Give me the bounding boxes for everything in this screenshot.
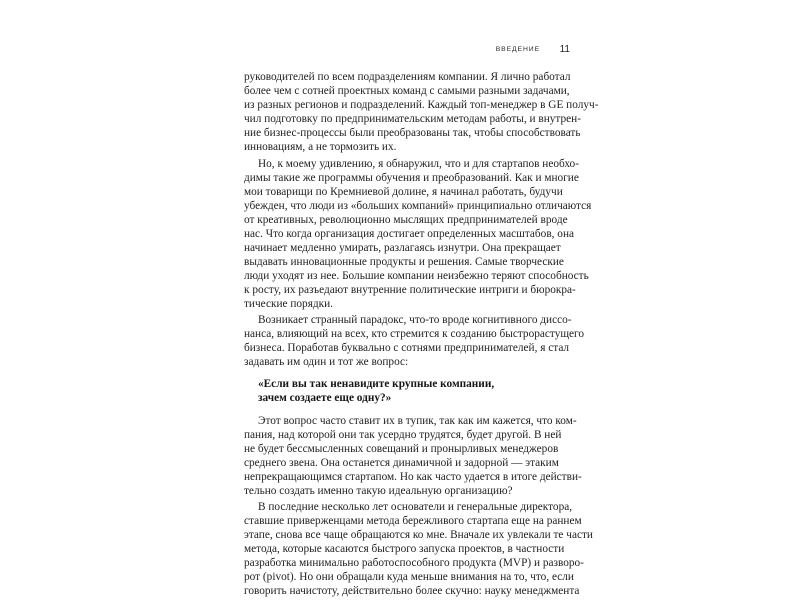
body-line: Этот вопрос часто ставит их в тупик, так как им кажется, что ком- [258,415,577,427]
body-line: задавать им один и тот же вопрос: [244,356,409,368]
body-line: Но, к моему удивлению, я обнаружил, что и для стартапов необхо- [258,158,579,170]
body-line: говорить начистоту, действительно более скучно: науку менеджмента [244,585,580,597]
body-line: метода, которые касаются быстрого запуска проектов, в частности [244,543,565,555]
body-line: пания, над которой они так усердно трудятся, будет другой. В ней [244,429,562,441]
pull-quote-line: «Если вы так ненавидите крупные компании, [258,378,495,390]
body-line: выдавать инновационные продукты и решения. Самые творческие [244,256,564,268]
body-line: непрекращающимся стартапом. Но как часто удается в итоге действи- [244,471,582,483]
body-line: бизнеса. Поработав буквально с сотнями предпринимателей, я стал [244,342,570,354]
body-line: люди уходят из нее. Большие компании неизбежно теряют способность [244,270,589,282]
body-line: В последние несколько лет основатели и генеральные директора, [258,501,573,513]
body-line: Возникает странный парадокс, что-то вроде когнитивного диссо- [258,314,572,326]
body-line: чил подготовку по предпринимательским методам работы, и внутрен- [244,113,581,125]
body-line: руководителей по всем подразделениям компании. Я лично работал [244,71,571,83]
body-line: разработка минимально работоспособного продукта (MVP) и разворо- [244,557,584,569]
body-line: димы такие же программы обучения и преобразований. Как и многие [244,172,579,184]
body-line: к росту, их разъедают внутренние политические интриги и бюрокра- [244,284,576,296]
body-line: ставшие приверженцами метода бережливого стартапа еще на раннем [244,515,582,527]
body-line: из разных регионов и подразделений. Каждый топ-менеджер в GE получ- [244,99,599,111]
page-number: 11 [559,44,570,55]
body-line: более чем с сотней проектных команд с самыми разными задачами, [244,85,570,97]
body-line: рот (pivot). Но они обращали куда меньше внимания на то, что, если [244,571,574,583]
body-line: тические порядки. [244,298,333,310]
pull-quote-line: зачем создаете еще одну?» [258,392,392,404]
body-line: инновациям, а не тормозить их. [244,141,397,153]
body-line: начинает медленно умирать, разлагаясь изнутри. Она прекращает [244,242,561,254]
body-line: нас. Что когда организация достигает определенных масштабов, она [244,228,575,240]
body-line: ние бизнес-процессы были преобразованы так, чтобы способствовать [244,127,581,139]
body-line: этапе, снова все чаще обращаются ко мне. Вначале их увлекали те части [244,529,593,541]
body-line: мои товарищи по Кремниевой долине, я начинал работать, будучи [244,186,563,198]
body-line: убежден, что люди из «больших компаний» принципиально отличаются [244,200,592,212]
body-line: тельно создать именно такую идеальную организацию? [244,485,513,497]
body-line: нанса, влияющий на всех, кто стремится к созданию быстрорастущего [244,328,585,340]
running-title: ВВЕДЕНИЕ [495,46,540,53]
body-line: от креативных, революционно мыслящих предпринимателей вроде [244,214,568,226]
body-line: не будет бессмысленных совещаний и пронырливых менеджеров [244,443,559,455]
body-line: среднего звена. Она останется динамичной и задорной — этаким [244,457,559,469]
